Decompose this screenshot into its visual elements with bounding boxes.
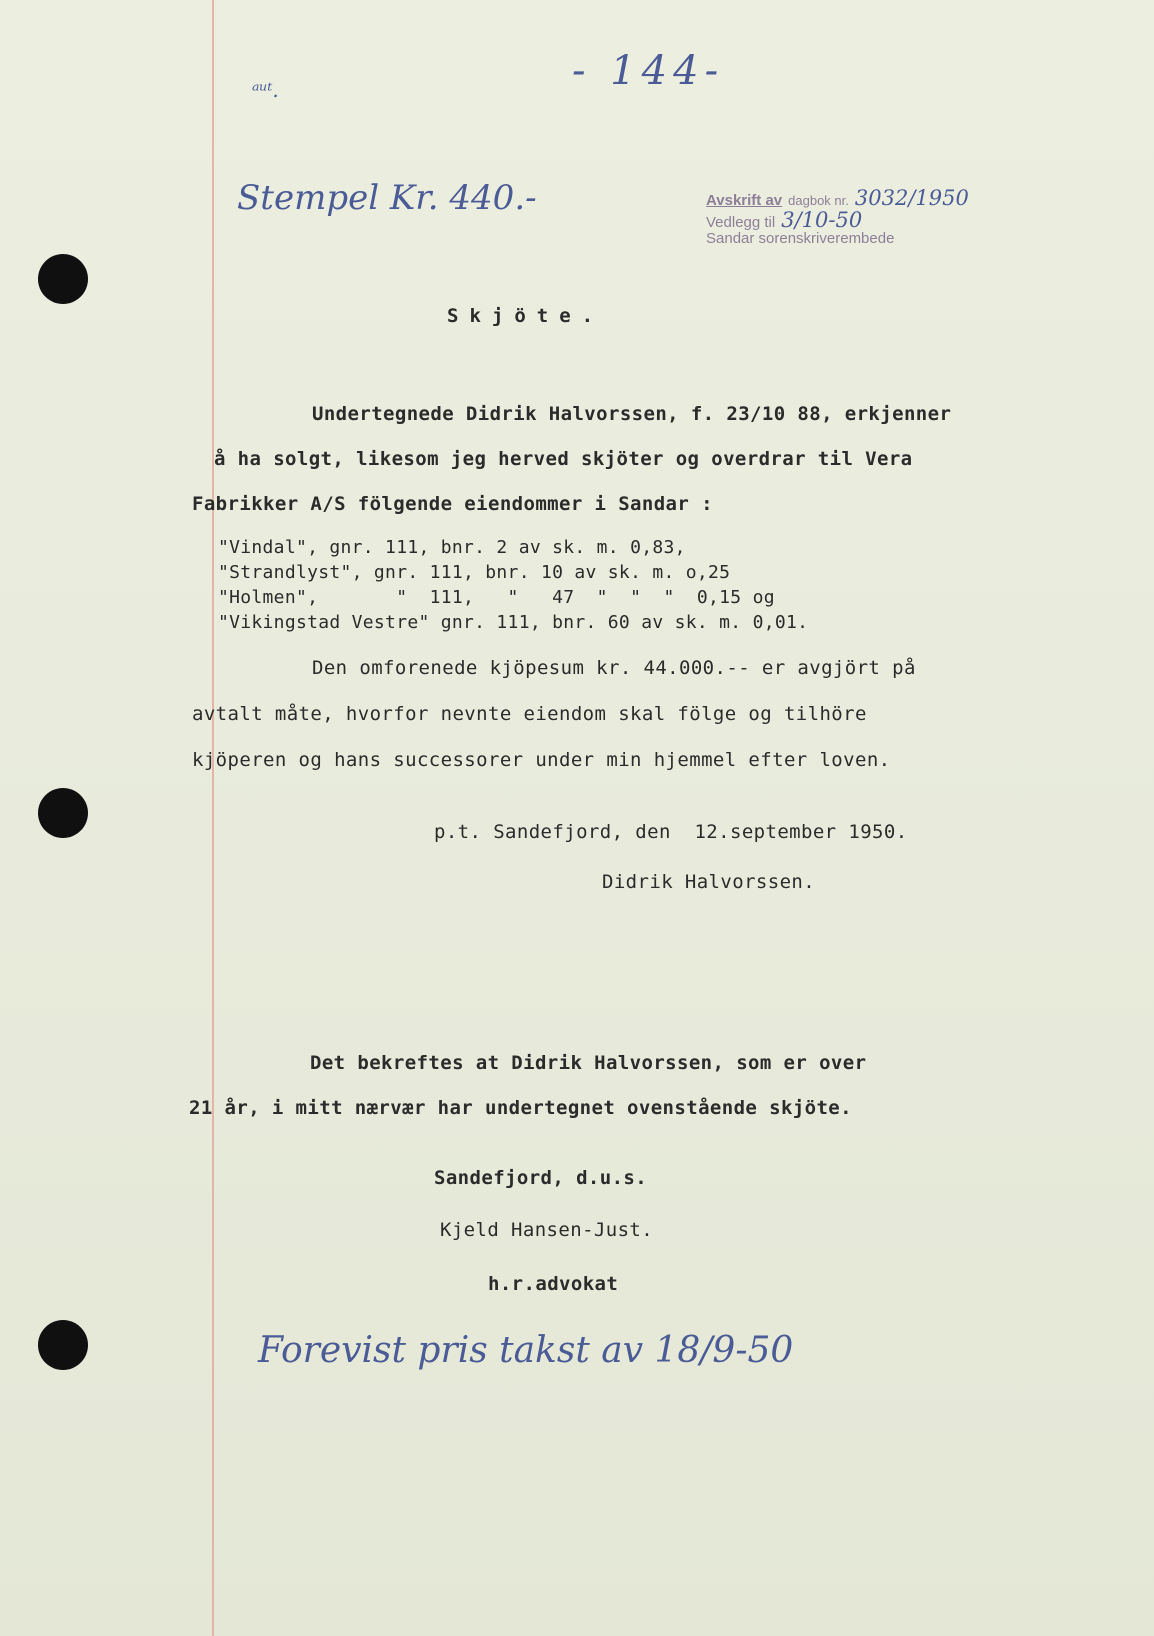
paragraph2-line: avtalt måte, hvorfor nevnte eiendom skal fölge og tilhöre <box>192 703 867 725</box>
footer-note: Forevist pris takst av 18/9-50 <box>258 1330 794 1371</box>
witness-title: h.r.advokat <box>488 1273 619 1295</box>
witness-place: Sandefjord, d.u.s. <box>434 1167 648 1189</box>
property-item: "Strandlyst", gnr. 111, bnr. 10 av sk. m. o,25 <box>218 562 731 583</box>
paragraph2-line: kjöperen og hans successorer under min hjemmel efter loven. <box>192 749 891 771</box>
registry-stamp <box>706 186 1026 252</box>
punch-hole-top <box>38 254 88 304</box>
paragraph1-line: å ha solgt, likesom jeg herved skjöter og overdrar til Vera <box>214 448 913 470</box>
stamp-line2-label: Vedlegg til <box>706 214 776 231</box>
stamp-line1-small: dagbok nr. <box>788 193 849 208</box>
property-item: "Holmen", " 111, " 47 " " " 0,15 og <box>218 587 775 608</box>
property-item: "Vikingstad Vestre" gnr. 111, bnr. 60 av sk. m. 0,01. <box>218 612 809 633</box>
page-number: - 144- <box>572 48 725 94</box>
stamp-duty-note: Stempel Kr. 440.- <box>237 178 537 218</box>
property-item: "Vindal", gnr. 111, bnr. 2 av sk. m. 0,83, <box>218 537 686 558</box>
initials: ᵃᵘᵗ. <box>252 78 279 102</box>
stamp-line1-label: Avskrift av <box>706 192 783 209</box>
paragraph1-line: Fabrikker A/S fölgende eiendommer i Sandar : <box>192 493 713 515</box>
margin-line <box>212 0 214 1636</box>
punch-hole-middle <box>38 788 88 838</box>
punch-hole-bottom <box>38 1320 88 1370</box>
place-date: p.t. Sandefjord, den 12.september 1950. <box>434 821 908 843</box>
paragraph1-line: Undertegnede Didrik Halvorssen, f. 23/10 88, erkjenner <box>312 403 952 425</box>
stamp-line2-value: 3/10-50 <box>781 208 863 232</box>
witness-name: Kjeld Hansen-Just. <box>440 1219 654 1241</box>
document-title: Skjöte. <box>447 305 605 327</box>
witness-line: Det bekreftes at Didrik Halvorssen, som er over <box>310 1052 867 1074</box>
stamp-line3: Sandar sorenskriverembede <box>706 230 895 247</box>
seller-signature: Didrik Halvorssen. <box>602 871 816 893</box>
stamp-line1-value: 3032/1950 <box>854 186 969 210</box>
paragraph2-line: Den omforenede kjöpesum kr. 44.000.-- er avgjört på <box>312 657 916 679</box>
witness-line: 21 år, i mitt nærvær har undertegnet ovenstående skjöte. <box>189 1097 852 1119</box>
